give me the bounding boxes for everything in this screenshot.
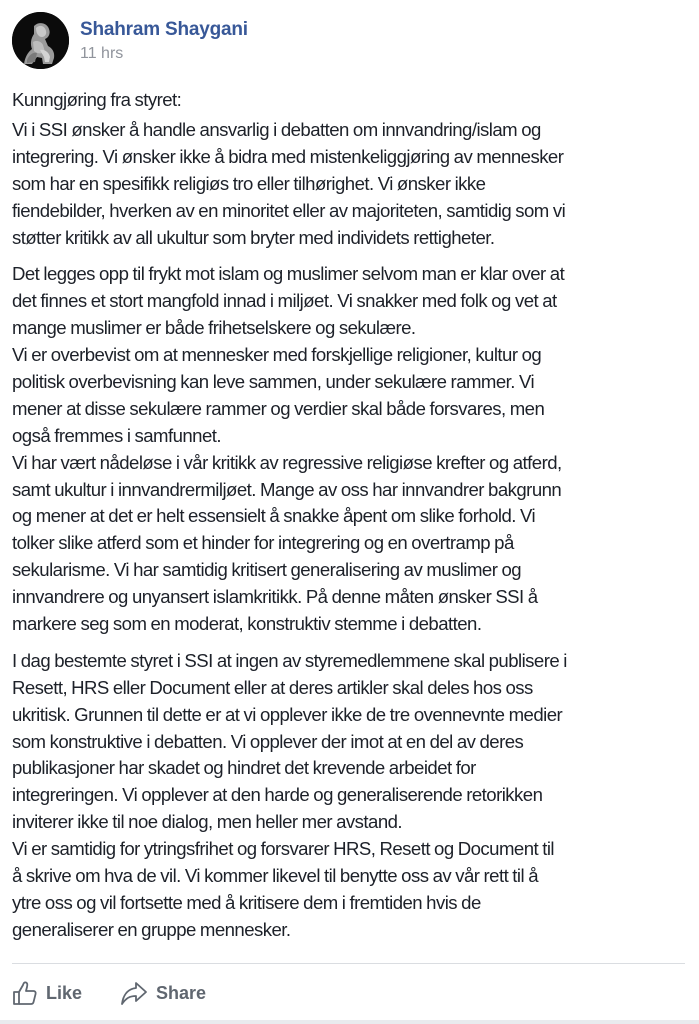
author-name[interactable]: Shahram Shaygani — [80, 18, 248, 40]
paragraph-line: ytre oss og vil fortsette med å kritisere dem i fremtiden hvis de — [12, 891, 481, 913]
post-timestamp[interactable]: 11 hrs — [80, 44, 124, 62]
post-paragraph — [12, 648, 688, 944]
paragraph-line: integreringen. Vi opplever at den harde og generaliserende retorikken — [12, 784, 543, 806]
share-arrow-icon — [120, 980, 148, 1006]
paragraph-line: Vi har vært nådeløse i vår kritikk av regressive religiøse krefter og atferd, — [12, 451, 562, 473]
share-button[interactable] — [120, 980, 206, 1006]
paragraph-line: mener at disse sekulære rammer og verdier skal både forsvares, men — [12, 397, 545, 419]
paragraph-line: Vi er overbevist om at mennesker med forskjellige religioner, kultur og — [12, 344, 542, 366]
paragraph-line: Vi i SSI ønsker å handle ansvarlig i debatten om innvandring/islam og — [12, 119, 541, 140]
paragraph-line: integrering. Vi ønsker ikke å bidra med mistenkeliggjøring av mennesker — [12, 145, 564, 167]
paragraph-line: og mener at det er helt essensielt å snakke åpent om slike forhold. Vi — [12, 505, 536, 527]
paragraph-line: det finnes et stort mangfold innad i miljøet. Vi snakker med folk og vet at — [12, 290, 557, 312]
avatar[interactable] — [12, 12, 69, 69]
thinker-statue-avatar-icon — [12, 12, 69, 69]
paragraph-line: også fremmes i samfunnet. — [12, 424, 222, 446]
paragraph-line: samt ukultur i innvandrermiljøet. Mange av oss har innvandrer bakgrunn — [12, 478, 562, 500]
post-header — [12, 12, 248, 69]
paragraph-line: som konstruktive i debatten. Vi opplever der imot at en del av deres — [12, 730, 524, 752]
paragraph-line: støtter kritikk av all ukultur som bryter med individets rettigheter. — [12, 226, 495, 248]
divider — [12, 963, 685, 964]
post-actions — [12, 977, 244, 1009]
post-paragraph — [12, 261, 688, 637]
paragraph-line: I dag bestemte styret i SSI at ingen av styremedlemmene skal publisere i — [12, 649, 567, 671]
paragraph-line: sekularisme. Vi har samtidig kritisert generalisering av muslimer og — [12, 559, 522, 581]
paragraph-line: innvandrere og unyansert islamkritikk. På denne måten ønsker SSI å — [12, 586, 538, 608]
post-paragraph — [12, 117, 688, 251]
share-label: Share — [156, 982, 207, 1003]
like-button[interactable] — [12, 980, 82, 1006]
thumbs-up-icon — [12, 980, 38, 1006]
paragraph-line: mange muslimer er både frihetselskere og sekulære. — [12, 317, 416, 339]
paragraph-line: markere seg som en moderat, konstruktiv stemme i debatten. — [12, 613, 482, 635]
post-paragraphs — [12, 117, 688, 944]
paragraph-line: å skrive om hva de vil. Vi kommer likevel til benytte oss av vår rett til å — [12, 865, 538, 887]
paragraph-line: fiendebilder, hverken av en minoritet eller av majoriteten, samtidig som vi — [12, 199, 566, 221]
like-label: Like — [46, 982, 83, 1003]
paragraph-line: som har en spesifikk religiøs tro eller tilhørighet. Vi ønsker ikke — [12, 172, 486, 194]
bottom-band — [0, 1020, 699, 1024]
paragraph-line: inviterer ikke til noe dialog, men heller mer avstand. — [12, 811, 403, 833]
post-body — [12, 86, 688, 954]
paragraph-line: generaliserer en gruppe mennesker. — [12, 918, 291, 940]
post-lead: Kunngjøring fra styret: — [12, 89, 182, 110]
paragraph-line: Resett, HRS eller Document eller at deres artikler skal deles hos oss — [12, 676, 533, 698]
paragraph-line: Det legges opp til frykt mot islam og muslimer selvom man er klar over at — [12, 263, 565, 285]
paragraph-line: politisk overbevisning kan leve sammen, under sekulære rammer. Vi — [12, 371, 535, 393]
paragraph-line: ukritisk. Grunnen til dette er at vi opplever ikke de tre ovennevnte medier — [12, 703, 563, 725]
paragraph-line: publikasjoner har skadet og hindret det krevende arbeidet for — [12, 757, 476, 779]
paragraph-line: Vi er samtidig for ytringsfrihet og forsvarer HRS, Resett og Document til — [12, 838, 554, 860]
paragraph-line: tolker slike atferd som et hinder for integrering og en overtramp på — [12, 532, 514, 554]
